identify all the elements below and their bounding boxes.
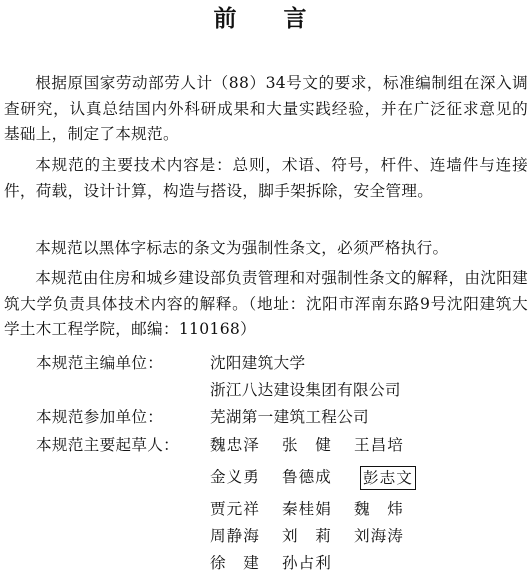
preface-paragraph-4: 本规范由住房和城乡建设部负责管理和对强制性条文的解释，由沈阳建筑大学负责具体技术内容的解释。（地址：沈阳市浑南东路9号沈阳建筑大学土木工程学院，邮编：110168）	[4, 269, 528, 338]
preface-paragraph-3: 本规范以黑体字标志的条文为强制性条文，必须严格执行。	[35, 239, 449, 257]
drafter-name: 刘海涛	[354, 527, 404, 545]
drafter-name: 魏 炜	[354, 500, 404, 518]
drafter-name: 秦桂娟	[282, 500, 332, 518]
participant-unit: 芜湖第一建筑工程公司	[210, 408, 369, 426]
drafters-label: 本规范主要起草人：	[36, 436, 180, 454]
drafter-name: 鲁德成	[282, 468, 332, 486]
drafter-name: 张 健	[282, 436, 332, 454]
preface-paragraph-1: 根据原国家劳动部劳人计（88）34号文的要求，标准编制组在深入调查研究，认真总结国内外科研成果和大量实践经验，并在广泛征求意见的基础上，制定了本规范。	[4, 74, 528, 143]
chief-editor-unit: 浙江八达建设集团有限公司	[210, 381, 401, 399]
drafter-name: 周静海	[210, 527, 260, 545]
chief-editor-label: 本规范主编单位：	[36, 354, 164, 372]
drafter-name: 刘 莉	[282, 527, 332, 545]
drafter-name: 贾元祥	[210, 500, 260, 518]
drafter-name: 魏忠泽	[210, 436, 260, 454]
participant-label: 本规范参加单位：	[36, 408, 164, 426]
chief-editor-unit: 沈阳建筑大学	[210, 354, 306, 372]
drafter-name-boxed: 彭志文	[360, 466, 416, 490]
drafter-name: 孙占利	[282, 554, 332, 572]
page-title: 前 言	[213, 6, 319, 32]
drafter-name: 王昌培	[354, 436, 404, 454]
preface-paragraph-2: 本规范的主要技术内容是：总则，术语、符号，杆件、连墙件与连接件，荷载，设计计算，构造与搭设，脚手架拆除，安全管理。	[4, 156, 528, 200]
drafter-name: 徐 建	[210, 554, 260, 572]
drafter-name: 金义勇	[210, 468, 260, 486]
